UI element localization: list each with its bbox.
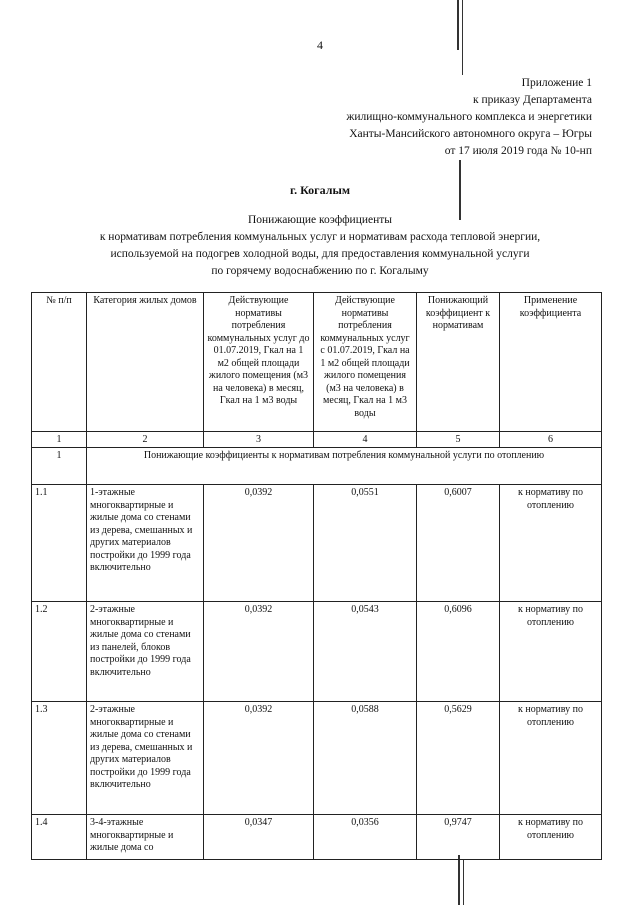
row-after: 0,0551 (314, 485, 417, 602)
row-coef: 0,5629 (417, 702, 500, 815)
row-coef: 0,6007 (417, 485, 500, 602)
row-category: 3-4-этажные многоквартирные и жилые дома со (87, 815, 204, 860)
appendix-line: жилищно-коммунального комплекса и энергетики (346, 111, 592, 123)
scan-line-top (457, 0, 459, 50)
row-application: к нормативу по отоплению (500, 485, 602, 602)
column-number-row (32, 432, 602, 448)
appendix-line: Ханты-Мансийского автономного округа – Югры (349, 128, 592, 140)
column-number: 2 (87, 432, 204, 448)
page-number: 4 (317, 38, 323, 52)
column-number: 1 (32, 432, 87, 448)
scan-line-bottom (458, 855, 460, 905)
table-row (32, 815, 602, 860)
row-application: к нормативу по отоплению (500, 702, 602, 815)
row-after: 0,0588 (314, 702, 417, 815)
row-category: 2-этажные многоквартирные и жилые дома со стенами из панелей, блоков постройки до 1999 года включительно (87, 602, 204, 702)
row-category: 2-этажные многоквартирные и жилые дома со стенами из дерева, смешанных и других материалов постройки до 1999 года включительно (87, 702, 204, 815)
scan-line-bottom-2 (463, 860, 464, 905)
header-num: № п/п (32, 293, 87, 432)
row-num: 1.3 (32, 702, 87, 815)
table-row (32, 602, 602, 702)
section-num: 1 (32, 448, 87, 485)
row-application: к нормативу по отоплению (500, 815, 602, 860)
document-title (40, 212, 600, 280)
title-line: по горячему водоснабжению по г. Когалыму (211, 265, 429, 277)
title-line: Понижающие коэффициенты (247, 214, 393, 226)
row-num: 1.4 (32, 815, 87, 860)
appendix-line: Приложение 1 (521, 77, 592, 89)
header-application: Применение коэффициента (500, 293, 602, 432)
row-category: 1-этажные многоквартирные и жилые дома со стенами из дерева, смешанных и других материалов постройки до 1999 года включительно (87, 485, 204, 602)
appendix-block (346, 75, 592, 160)
title-line: к нормативам потребления коммунальных услуг и нормативам расхода тепловой энергии, (99, 231, 541, 243)
header-before: Действующие нормативы потребления коммунальных услуг до 01.07.2019, Гкал на 1 м2 общей площади жилого помещения (м3 на человека) в месяц, Гкал на 1 м3 воды (204, 293, 314, 432)
table-header-row (32, 293, 602, 432)
title-line: используемой на подогрев холодной воды, для предоставления коммунальной услуги (110, 248, 530, 260)
column-number: 5 (417, 432, 500, 448)
appendix-line: от 17 июля 2019 года № 10-нп (444, 145, 592, 157)
section-row (32, 448, 602, 485)
row-after: 0,0543 (314, 602, 417, 702)
scan-line-top-2 (462, 0, 463, 75)
row-application: к нормативу по отоплению (500, 602, 602, 702)
row-before: 0,0392 (204, 702, 314, 815)
appendix-line: к приказу Департамента (473, 94, 592, 106)
row-num: 1.2 (32, 602, 87, 702)
header-category: Категория жилых домов (87, 293, 204, 432)
table-row (32, 485, 602, 602)
row-before: 0,0392 (204, 602, 314, 702)
row-before: 0,0347 (204, 815, 314, 860)
column-number: 6 (500, 432, 602, 448)
row-before: 0,0392 (204, 485, 314, 602)
row-coef: 0,9747 (417, 815, 500, 860)
header-coef: Понижающий коэффициент к нормативам (417, 293, 500, 432)
coefficients-table (31, 292, 602, 860)
row-after: 0,0356 (314, 815, 417, 860)
column-number: 3 (204, 432, 314, 448)
row-coef: 0,6096 (417, 602, 500, 702)
table-row (32, 702, 602, 815)
city-heading: г. Когалым (289, 183, 351, 197)
header-after: Действующие нормативы потребления коммунальных услуг с 01.07.2019, Гкал на 1 м2 общей площади жилого помещения (м3 на человека) в месяц, Гкал на 1 м3 воды (314, 293, 417, 432)
column-number: 4 (314, 432, 417, 448)
row-num: 1.1 (32, 485, 87, 602)
section-title: Понижающие коэффициенты к нормативам потребления коммунальной услуги по отоплению (87, 448, 602, 485)
